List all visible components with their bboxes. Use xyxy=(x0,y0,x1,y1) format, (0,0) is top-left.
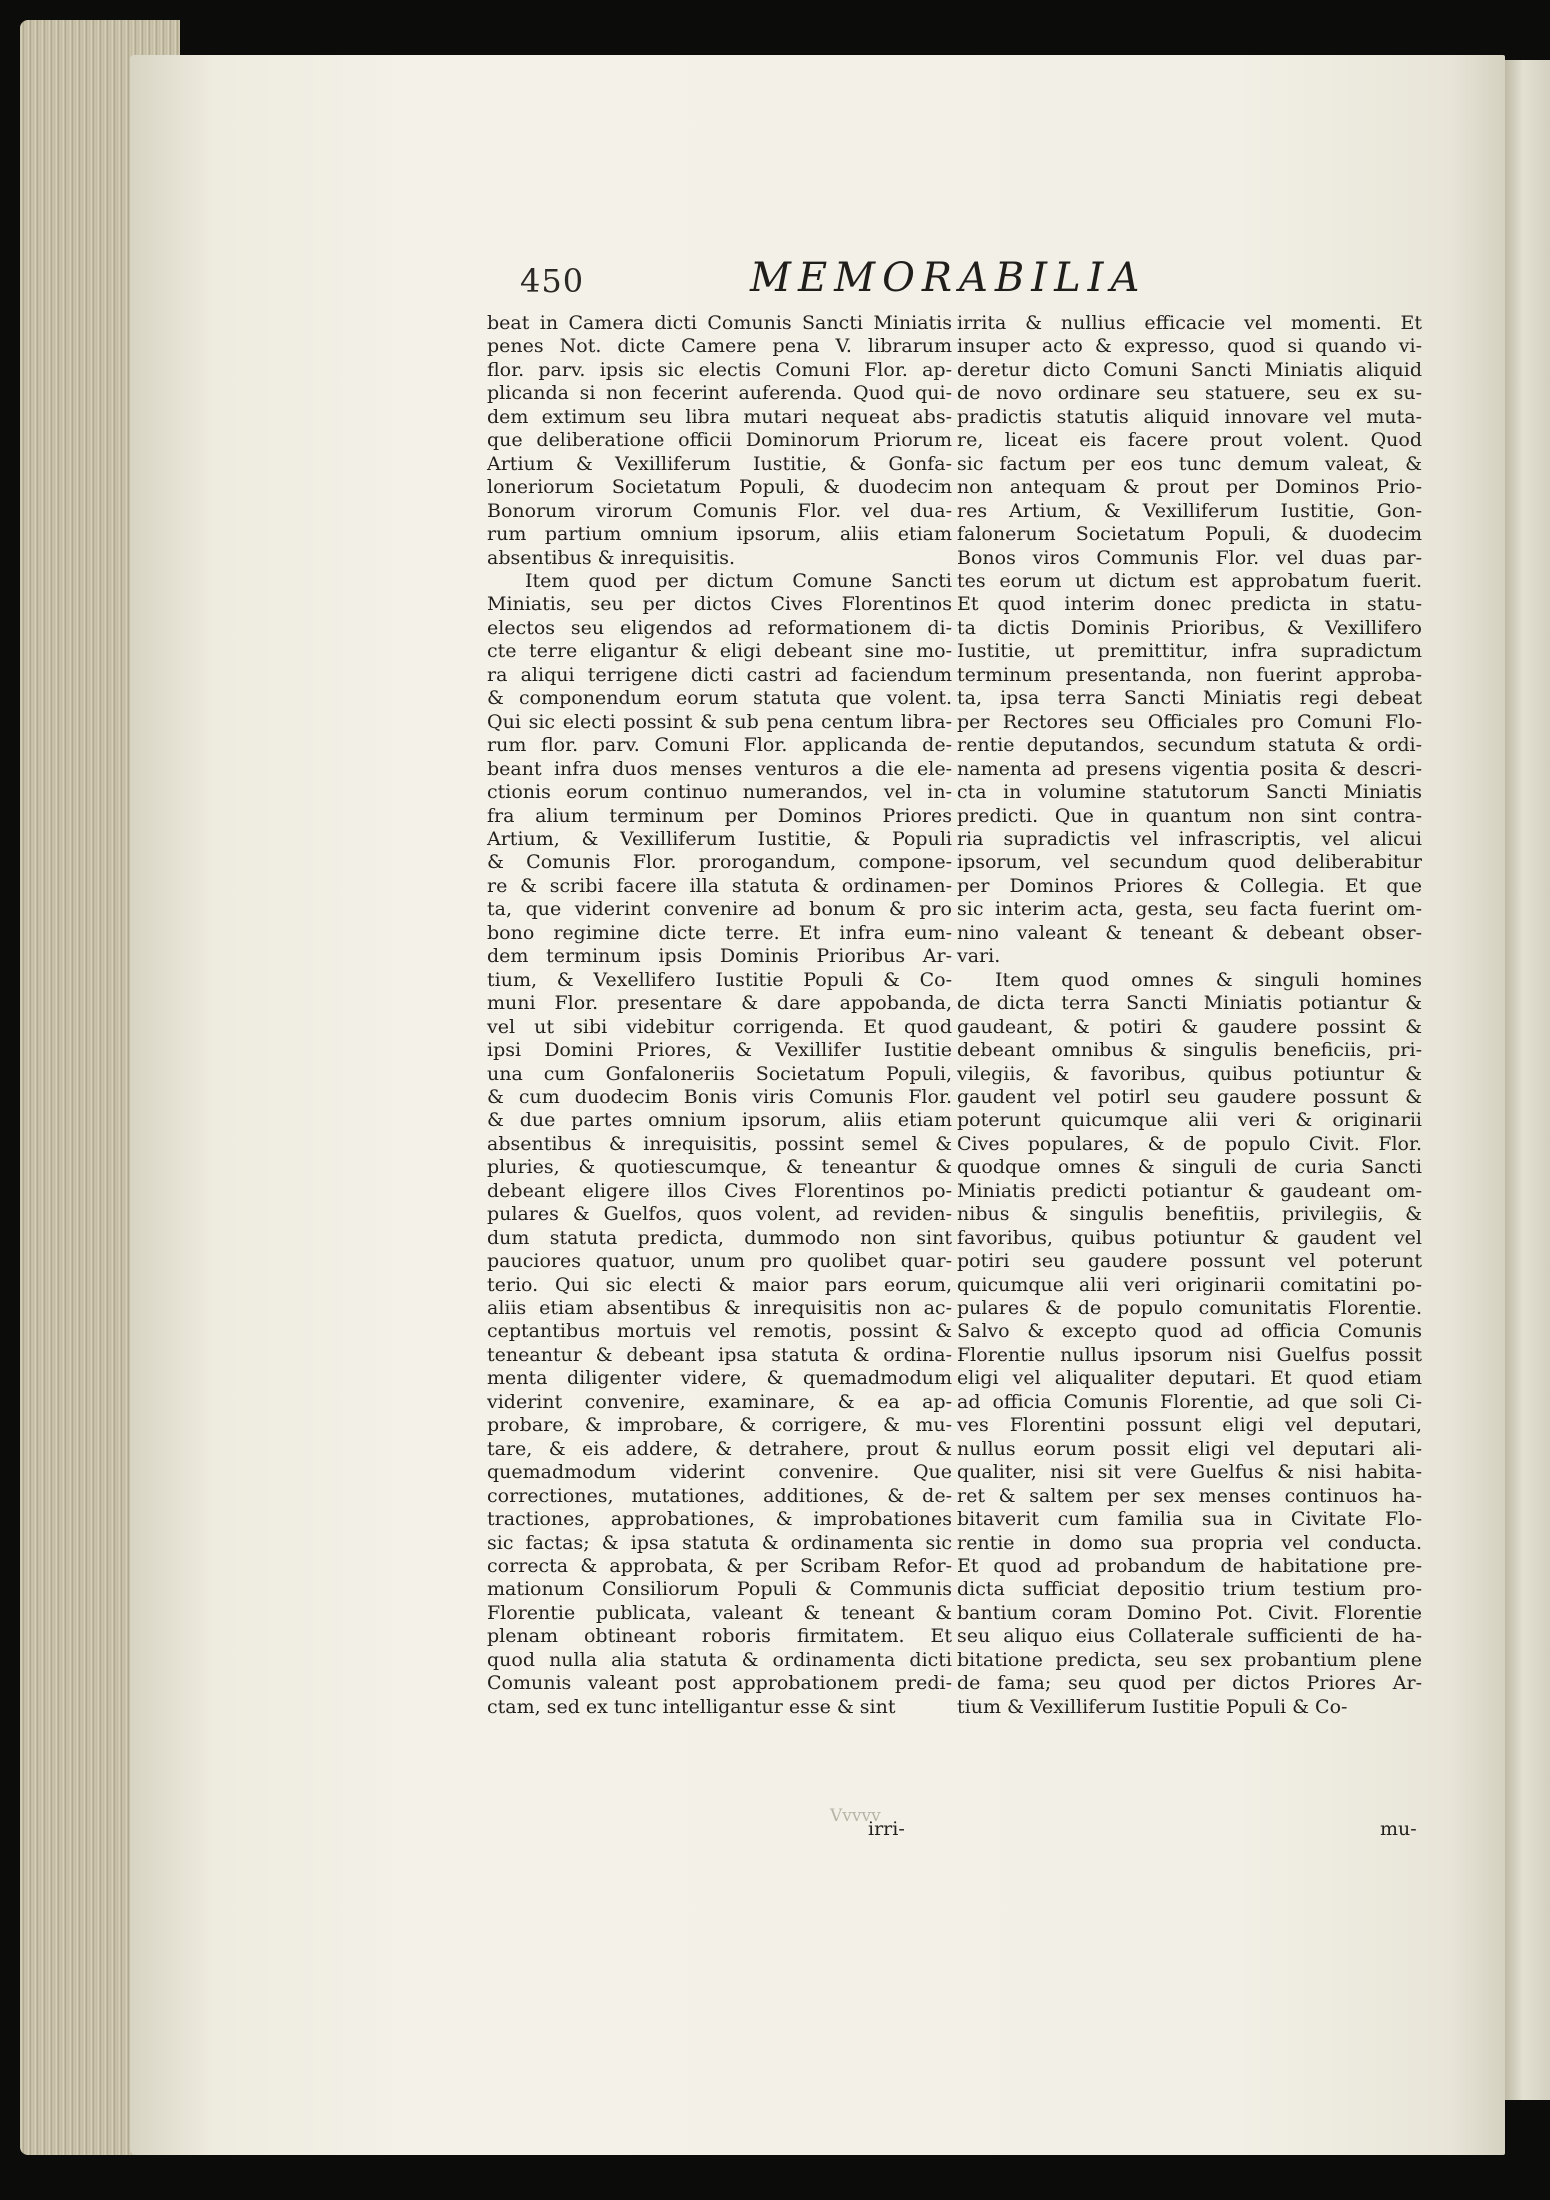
text-line: & cum duodecim Bonis viris Comunis Flor. xyxy=(487,1085,952,1108)
text-line: Salvo & excepto quod ad officia Comunis xyxy=(957,1320,1422,1343)
text-line: Comunis valeant post approbationem predi- xyxy=(487,1672,952,1695)
text-line: ra aliqui terrigene dicti castri ad faciendum xyxy=(487,663,952,686)
text-line: bitaverit cum familia sua in Civitate Flo- xyxy=(957,1508,1422,1531)
text-line: Item quod per dictum Comune Sancti xyxy=(525,569,952,592)
text-line: irrita & nullius efficacie vel momenti. Et xyxy=(957,312,1422,334)
text-line: Item quod omnes & singuli homines xyxy=(995,968,1422,991)
text-line: ta dictis Dominis Prioribus, & Vexillifero xyxy=(957,616,1422,639)
text-line: dum statuta predicta, dummodo non sint xyxy=(487,1226,952,1249)
text-line: non antequam & prout per Dominos Prio- xyxy=(957,476,1422,499)
text-line: qualiter, nisi sit vere Guelfus & nisi habita- xyxy=(957,1461,1422,1484)
text-line: nibus & singulis benefitiis, privilegiis, & xyxy=(957,1203,1422,1226)
text-line: nullus eorum possit eligi vel deputari ali- xyxy=(957,1437,1422,1460)
text-line: electos seu eligendos ad reformationem di- xyxy=(487,616,952,639)
text-line: ta, que viderint convenire ad bonum & pro xyxy=(487,898,952,921)
text-line: vari. xyxy=(957,945,1001,968)
text-line: tare, & eis addere, & detrahere, prout & xyxy=(487,1437,952,1460)
text-line: ipsorum, vel secundum quod deliberabitur xyxy=(957,851,1422,874)
text-line: de novo ordinare seu statuere, seu ex su- xyxy=(957,382,1422,405)
text-line: quodque omnes & singuli de curia Sancti xyxy=(957,1156,1422,1179)
text-line: rentie in domo sua propria vel conducta. xyxy=(957,1531,1422,1554)
text-line: Et quod interim donec predicta in statu- xyxy=(957,593,1422,616)
text-line: una cum Gonfaloneriis Societatum Populi, xyxy=(487,1062,952,1085)
text-line: de fama; seu quod per dictos Priores Ar- xyxy=(957,1672,1422,1695)
text-line: nino valeant & teneant & debeant obser- xyxy=(957,921,1422,944)
text-line: ceptantibus mortuis vel remotis, possint & xyxy=(487,1320,952,1343)
text-line: predicti. Que in quantum non sint contra- xyxy=(957,804,1422,827)
text-line: rum flor. parv. Comuni Flor. applicanda de- xyxy=(487,734,952,757)
text-line: tes eorum ut dictum est approbatum fuerit. xyxy=(957,569,1422,592)
text-line: que deliberatione officii Dominorum Priorum xyxy=(487,429,952,452)
text-line: pulares & Guelfos, quos volent, ad reviden- xyxy=(487,1203,952,1226)
running-title: MEMORABILIA xyxy=(750,255,1147,301)
text-line: de dicta terra Sancti Miniatis potiantur & xyxy=(957,992,1422,1015)
text-line: beant infra duos menses venturos a die ele- xyxy=(487,757,952,780)
text-line: penes Not. dicte Camere pena V. librarum xyxy=(487,335,952,358)
text-line: eligi vel aliqualiter deputari. Et quod etiam xyxy=(957,1367,1422,1390)
text-line: tractiones, approbationes, & improbationes xyxy=(487,1508,952,1531)
facing-page-edge xyxy=(1505,60,1550,2100)
text-line: dicta sufficiat depositio trium testium pro- xyxy=(957,1578,1422,1601)
text-line: res Artium, & Vexilliferum Iustitie, Gon- xyxy=(957,499,1422,522)
text-line: ipsi Domini Priores, & Vexillifer Iustitie xyxy=(487,1039,952,1062)
catchword-left: irri- xyxy=(868,1818,905,1840)
text-line: ad officia Comunis Florentie, ad que soli Ci- xyxy=(957,1390,1422,1413)
text-line: loneriorum Societatum Populi, & duodecim xyxy=(487,476,952,499)
text-line: gaudent vel potirl seu gaudere possunt & xyxy=(957,1085,1422,1108)
text-line: rentie deputandos, secundum statuta & ordi- xyxy=(957,734,1422,757)
text-line: dem extimum seu libra mutari nequeat abs- xyxy=(487,405,952,428)
text-line: plenam obtineant roboris firmitatem. Et xyxy=(487,1625,952,1648)
text-line: per Rectores seu Officiales pro Comuni Flo- xyxy=(957,710,1422,733)
text-line: mationum Consiliorum Populi & Communis xyxy=(487,1578,952,1601)
text-line: absentibus & inrequisitis. xyxy=(487,546,736,569)
text-line: vel ut sibi videbitur corrigenda. Et quod xyxy=(487,1015,952,1038)
text-line: potiri seu gaudere possunt vel poterunt xyxy=(957,1250,1422,1273)
catchword-right: mu- xyxy=(1380,1818,1417,1840)
text-line: vilegiis, & favoribus, quibus potiuntur & xyxy=(957,1062,1422,1085)
text-line: debeant eligere illos Cives Florentinos po- xyxy=(487,1179,952,1202)
text-line: plicanda si non fecerint auferenda. Quod qui- xyxy=(487,382,952,405)
text-line: bono regimine dicte terre. Et infra eum- xyxy=(487,921,952,944)
text-line: cte terre eligantur & eligi debeant sine mo- xyxy=(487,640,952,663)
text-line: pradictis statutis aliquid innovare vel muta- xyxy=(957,405,1422,428)
text-line: pauciores quatuor, unum pro quolibet quar- xyxy=(487,1250,952,1273)
text-line: quod nulla alia statuta & ordinamenta dicti xyxy=(487,1648,952,1671)
text-line: flor. parv. ipsis sic electis Comuni Flor. ap- xyxy=(487,358,952,381)
text-line: falonerum Societatum Populi, & duodecim xyxy=(957,523,1422,546)
text-line: fra alium terminum per Dominos Priores xyxy=(487,804,952,827)
text-line: pluries, & quotiescumque, & teneantur & xyxy=(487,1156,952,1179)
text-line: namenta ad presens vigentia posita & descri- xyxy=(957,757,1422,780)
text-line: sic interim acta, gesta, seu facta fuerint om- xyxy=(957,898,1422,921)
text-line: teneantur & debeant ipsa statuta & ordina- xyxy=(487,1343,952,1366)
text-line: viderint convenire, examinare, & ea ap- xyxy=(487,1390,952,1413)
text-line: quicumque alii veri originarii comitatini po- xyxy=(957,1273,1422,1296)
text-line: Florentie nullus ipsorum nisi Guelfus possit xyxy=(957,1343,1422,1366)
text-line: ctam, sed ex tunc intelligantur esse & sint xyxy=(487,1695,896,1718)
text-line: terio. Qui sic electi & maior pars eorum, xyxy=(487,1273,952,1296)
text-line: tium, & Vexellifero Iustitie Populi & Co- xyxy=(487,968,952,991)
text-line: re & scribi facere illa statuta & ordinamen- xyxy=(487,874,952,897)
text-line: Et quod ad probandum de habitatione pre- xyxy=(957,1555,1422,1578)
text-line: favoribus, quibus potiuntur & gaudent vel xyxy=(957,1226,1422,1249)
text-line: Miniatis, seu per dictos Cives Florentinos xyxy=(487,593,952,616)
text-line: Bonos viros Communis Flor. vel duas par- xyxy=(957,546,1422,569)
text-line: deretur dicto Comuni Sancti Miniatis aliquid xyxy=(957,358,1422,381)
text-line: & Comunis Flor. prorogandum, compone- xyxy=(487,851,952,874)
text-line: Florentie publicata, valeant & teneant & xyxy=(487,1601,952,1624)
text-line: ria supradictis vel infrascriptis, vel alicui xyxy=(957,827,1422,850)
text-line: per Dominos Priores & Collegia. Et que xyxy=(957,874,1422,897)
text-line: cta in volumine statutorum Sancti Miniatis xyxy=(957,781,1422,804)
page-number: 450 xyxy=(520,262,585,300)
text-line: aliis etiam absentibus & inrequisitis non ac- xyxy=(487,1297,952,1320)
text-line: Qui sic electi possint & sub pena centum libra- xyxy=(487,710,952,733)
text-line: Iustitie, ut premittitur, infra supradictum xyxy=(957,640,1422,663)
text-line: poterunt quicumque alii veri & originarii xyxy=(957,1109,1422,1132)
text-line: rum partium omnium ipsorum, aliis etiam xyxy=(487,523,952,546)
text-line: Cives populares, & de populo Civit. Flor. xyxy=(957,1132,1422,1155)
left-text-column xyxy=(487,312,952,1719)
text-line: correctiones, mutationes, additiones, & de- xyxy=(487,1484,952,1507)
text-line: ctionis eorum continuo numerandos, vel in- xyxy=(487,781,952,804)
text-line: & componendum eorum statuta que volent. xyxy=(487,687,952,710)
text-line: muni Flor. presentare & dare appobanda, xyxy=(487,992,952,1015)
text-line: correcta & approbata, & per Scribam Refor- xyxy=(487,1555,952,1578)
text-line: pulares & de populo comunitatis Florentie. xyxy=(957,1297,1422,1320)
text-line: re, liceat eis facere prout volent. Quod xyxy=(957,429,1422,452)
text-line: terminum presentanda, non fuerint approba- xyxy=(957,663,1422,686)
text-line: debeant omnibus & singulis beneficiis, pri- xyxy=(957,1039,1422,1062)
text-line: ta, ipsa terra Sancti Miniatis regi debeat xyxy=(957,687,1422,710)
text-line: Bonorum virorum Comunis Flor. vel dua- xyxy=(487,499,952,522)
text-line: dem terminum ipsis Dominis Prioribus Ar- xyxy=(487,945,952,968)
text-line: probare, & improbare, & corrigere, & mu- xyxy=(487,1414,952,1437)
text-line: sic factum per eos tunc demum valeat, & xyxy=(957,452,1422,475)
text-line: quemadmodum viderint convenire. Que xyxy=(487,1461,952,1484)
text-line: Miniatis predicti potiantur & gaudeant om- xyxy=(957,1179,1422,1202)
text-line: ves Florentini possunt eligi vel deputari, xyxy=(957,1414,1422,1437)
text-line: bitatione predicta, seu sex probantium plene xyxy=(957,1648,1422,1671)
text-line: absentibus & inrequisitis, possint semel & xyxy=(487,1132,952,1155)
right-text-column xyxy=(957,312,1422,1719)
text-line: beat in Camera dicti Comunis Sancti Miniatis xyxy=(487,312,952,334)
text-line: tium & Vexilliferum Iustitie Populi & Co- xyxy=(957,1695,1348,1718)
text-line: bantium coram Domino Pot. Civit. Florentie xyxy=(957,1601,1422,1624)
text-line: menta diligenter videre, & quemadmodum xyxy=(487,1367,952,1390)
text-line: Artium, & Vexilliferum Iustitie, & Populi xyxy=(487,827,952,850)
signature-mark: Vvvvv xyxy=(830,1806,881,1826)
text-line: ret & saltem per sex menses continuos ha- xyxy=(957,1484,1422,1507)
text-line: insuper acto & expresso, quod si quando vi- xyxy=(957,335,1422,358)
text-line: & due partes omnium ipsorum, aliis etiam xyxy=(487,1109,952,1132)
text-line: gaudeant, & potiri & gaudere possint & xyxy=(957,1015,1422,1038)
text-line: sic factas; & ipsa statuta & ordinamenta sic xyxy=(487,1531,952,1554)
text-line: Artium & Vexilliferum Iustitie, & Gonfa- xyxy=(487,452,952,475)
text-line: seu aliquo eius Collaterale sufficienti de ha- xyxy=(957,1625,1422,1648)
